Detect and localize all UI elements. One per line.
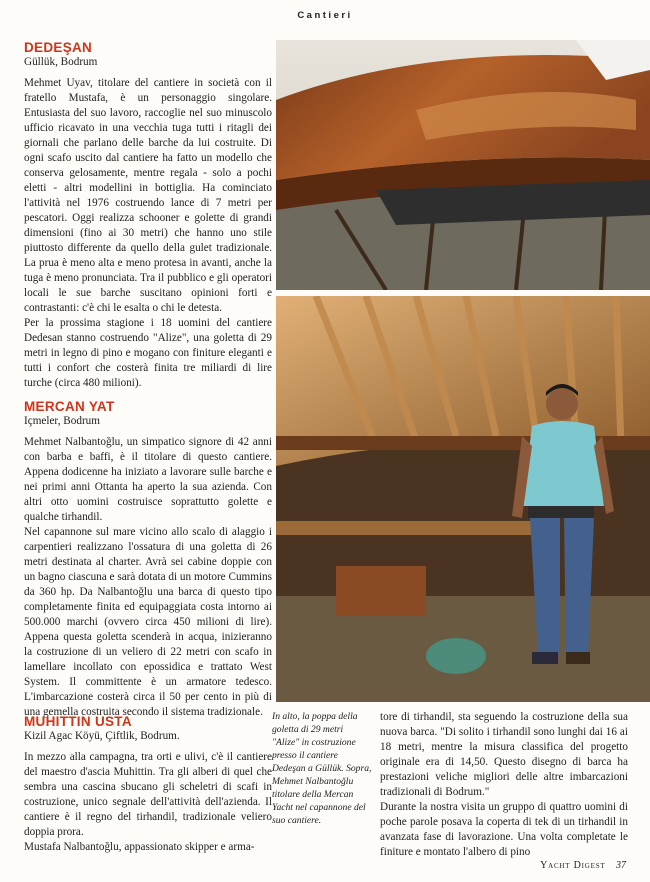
section-dedesan — [24, 40, 272, 391]
paragraph: Nel capannone sul mare vicino allo scalo di alaggio i carpentieri realizzano l'ossatura di una goletta di 26 metri destinata al charter. Avrà sei cabine doppie con un bagno ciascuna e sarà dotata di un motore Cummins da 360 hp. Da Nalbantoğlu una barca di questo tipo completamente finita ed equipaggiata costa intorno ai 500.000 marchi (ovvero circa 450 milioni di lire). Appena questa goletta scenderà in acqua, inizieranno la costruzione di un veliero di 22 metri con scafo in lamellare incollato con epossidica e trattato West System. Il committente è un armatore tedesco. L'imbarcazione costerà circa il 50 per cento in più di una gemella costruita secondo il sistema tradizionale. — [24, 526, 272, 718]
photo-illustration — [276, 40, 650, 290]
page-footer — [540, 860, 626, 871]
middle-column — [380, 710, 628, 860]
section-title: DEDEŞAN — [24, 40, 93, 55]
magazine-name: Yacht Digest — [540, 860, 606, 871]
paragraph: Mehmet Nalbantoğlu, un simpatico signore di 42 anni con barba e baffi, è il titolare di questo cantiere. Appena dodicenne ha iniziato a lavorare sulle barche e nei primi anni Ottanta ha aperto la sua azienda. Con altri otto uomini costruisce soprattutto golette e qualche tirhandil. — [24, 436, 272, 523]
paragraph: tore di tirhandil, sta seguendo la costruzione della sua nuova barca. "Di solito i tirhandil sono lunghi dai 16 ai 18 metri, mentre la misura classifica del progetto originale era di 14,50. Questo disegno di barca ha prestazioni veliche migliori delle altre imbarcazioni tradizionali di Bodrum." — [380, 711, 628, 798]
photo-mehmet-nalbantoglu — [276, 296, 650, 702]
section-location: Güllük, Bodrum — [24, 56, 98, 68]
paragraph: Per la prossima stagione i 18 uomini del cantiere Dedesan stanno costruendo "Alize", una goletta di 29 metri in legno di pino e mogano con finiture eleganti e tutti i confort che costerà finita tre miliardi di lire turche (circa 480 milioni). — [24, 317, 272, 389]
photo-illustration — [276, 296, 650, 702]
paragraph: Durante la nostra visita un gruppo di quattro uomini di poche parole posava la coperta di tek di un tirhandil in avanzata fase di lavorazione. Una volta completate le finiture e montato l'albero di pino — [380, 801, 628, 858]
section-header: Cantieri — [297, 10, 353, 21]
paragraph: Mustafa Nalbantoğlu, appassionato skipper e arma- — [24, 841, 255, 853]
section-mercan-yat — [24, 399, 272, 720]
section-location: Kizil Agac Köyü, Çiftlik, Bodrum. — [24, 730, 180, 742]
section-title: MERCAN YAT — [24, 399, 115, 414]
left-column — [24, 40, 272, 728]
paragraph: Mehmet Uyav, titolare del cantiere in società con il fratello Mustafa, è un personaggio singolare. Entusiasta del suo lavoro, raccoglie nel suo minuscolo ufficio ricavato in una vecchia tuga tutti i ritagli dei giornali che parlano delle barche da lui costruite. Di ogni scafo uscito dal cantiere ha fatto un modello che conserva gelosamente, mentre regala - solo a pochi eletti - altri modellini in bottiglia. Ha cominciato l'attività nel 1976 costruendo lance di 7 metri per pescatori. Oggi realizza schooner e golette di grandi dimensioni (fino ai 30 metri) che hanno uno stile piuttosto differente da quello della gulet tradizionale. La prua è meno alta e meno protesa in avanti, anche la tuga è meno pronunciata. Tra il pubblico e gli operatori locali le sue barche suscitano opinioni forti e contrastanti: c'è chi le esalta o chi le detesta. — [24, 77, 272, 314]
photo-caption: In alto, la poppa della goletta di 29 metri "Alize" in costruzione presso il cantiere Dedeşan a Güllük. Sopra, Mehmet Nalbantoğlu titolare della Mercan Yacht nel capannone del suo cantiere. — [272, 711, 372, 826]
bottom-left-column — [24, 714, 272, 863]
section-title: MUHITTIN USTA — [24, 714, 132, 729]
section-location: Içmeler, Bodrum — [24, 415, 100, 427]
page-number: 37 — [616, 860, 626, 871]
section-muhittin-usta — [24, 714, 272, 855]
paragraph: In mezzo alla campagna, tra orti e ulivi, c'è il cantiere del maestro d'ascia Muhittin. Tra gli alberi di quel che sembra una cascina sbucano gli scheletri di scafi in costruzione, unico segnale dell'attività dell'azienda. Il cantiere è il regno del tirhandil, tradizionale veliero doppia prora. — [24, 751, 272, 838]
photo-stern-alize — [276, 40, 650, 290]
